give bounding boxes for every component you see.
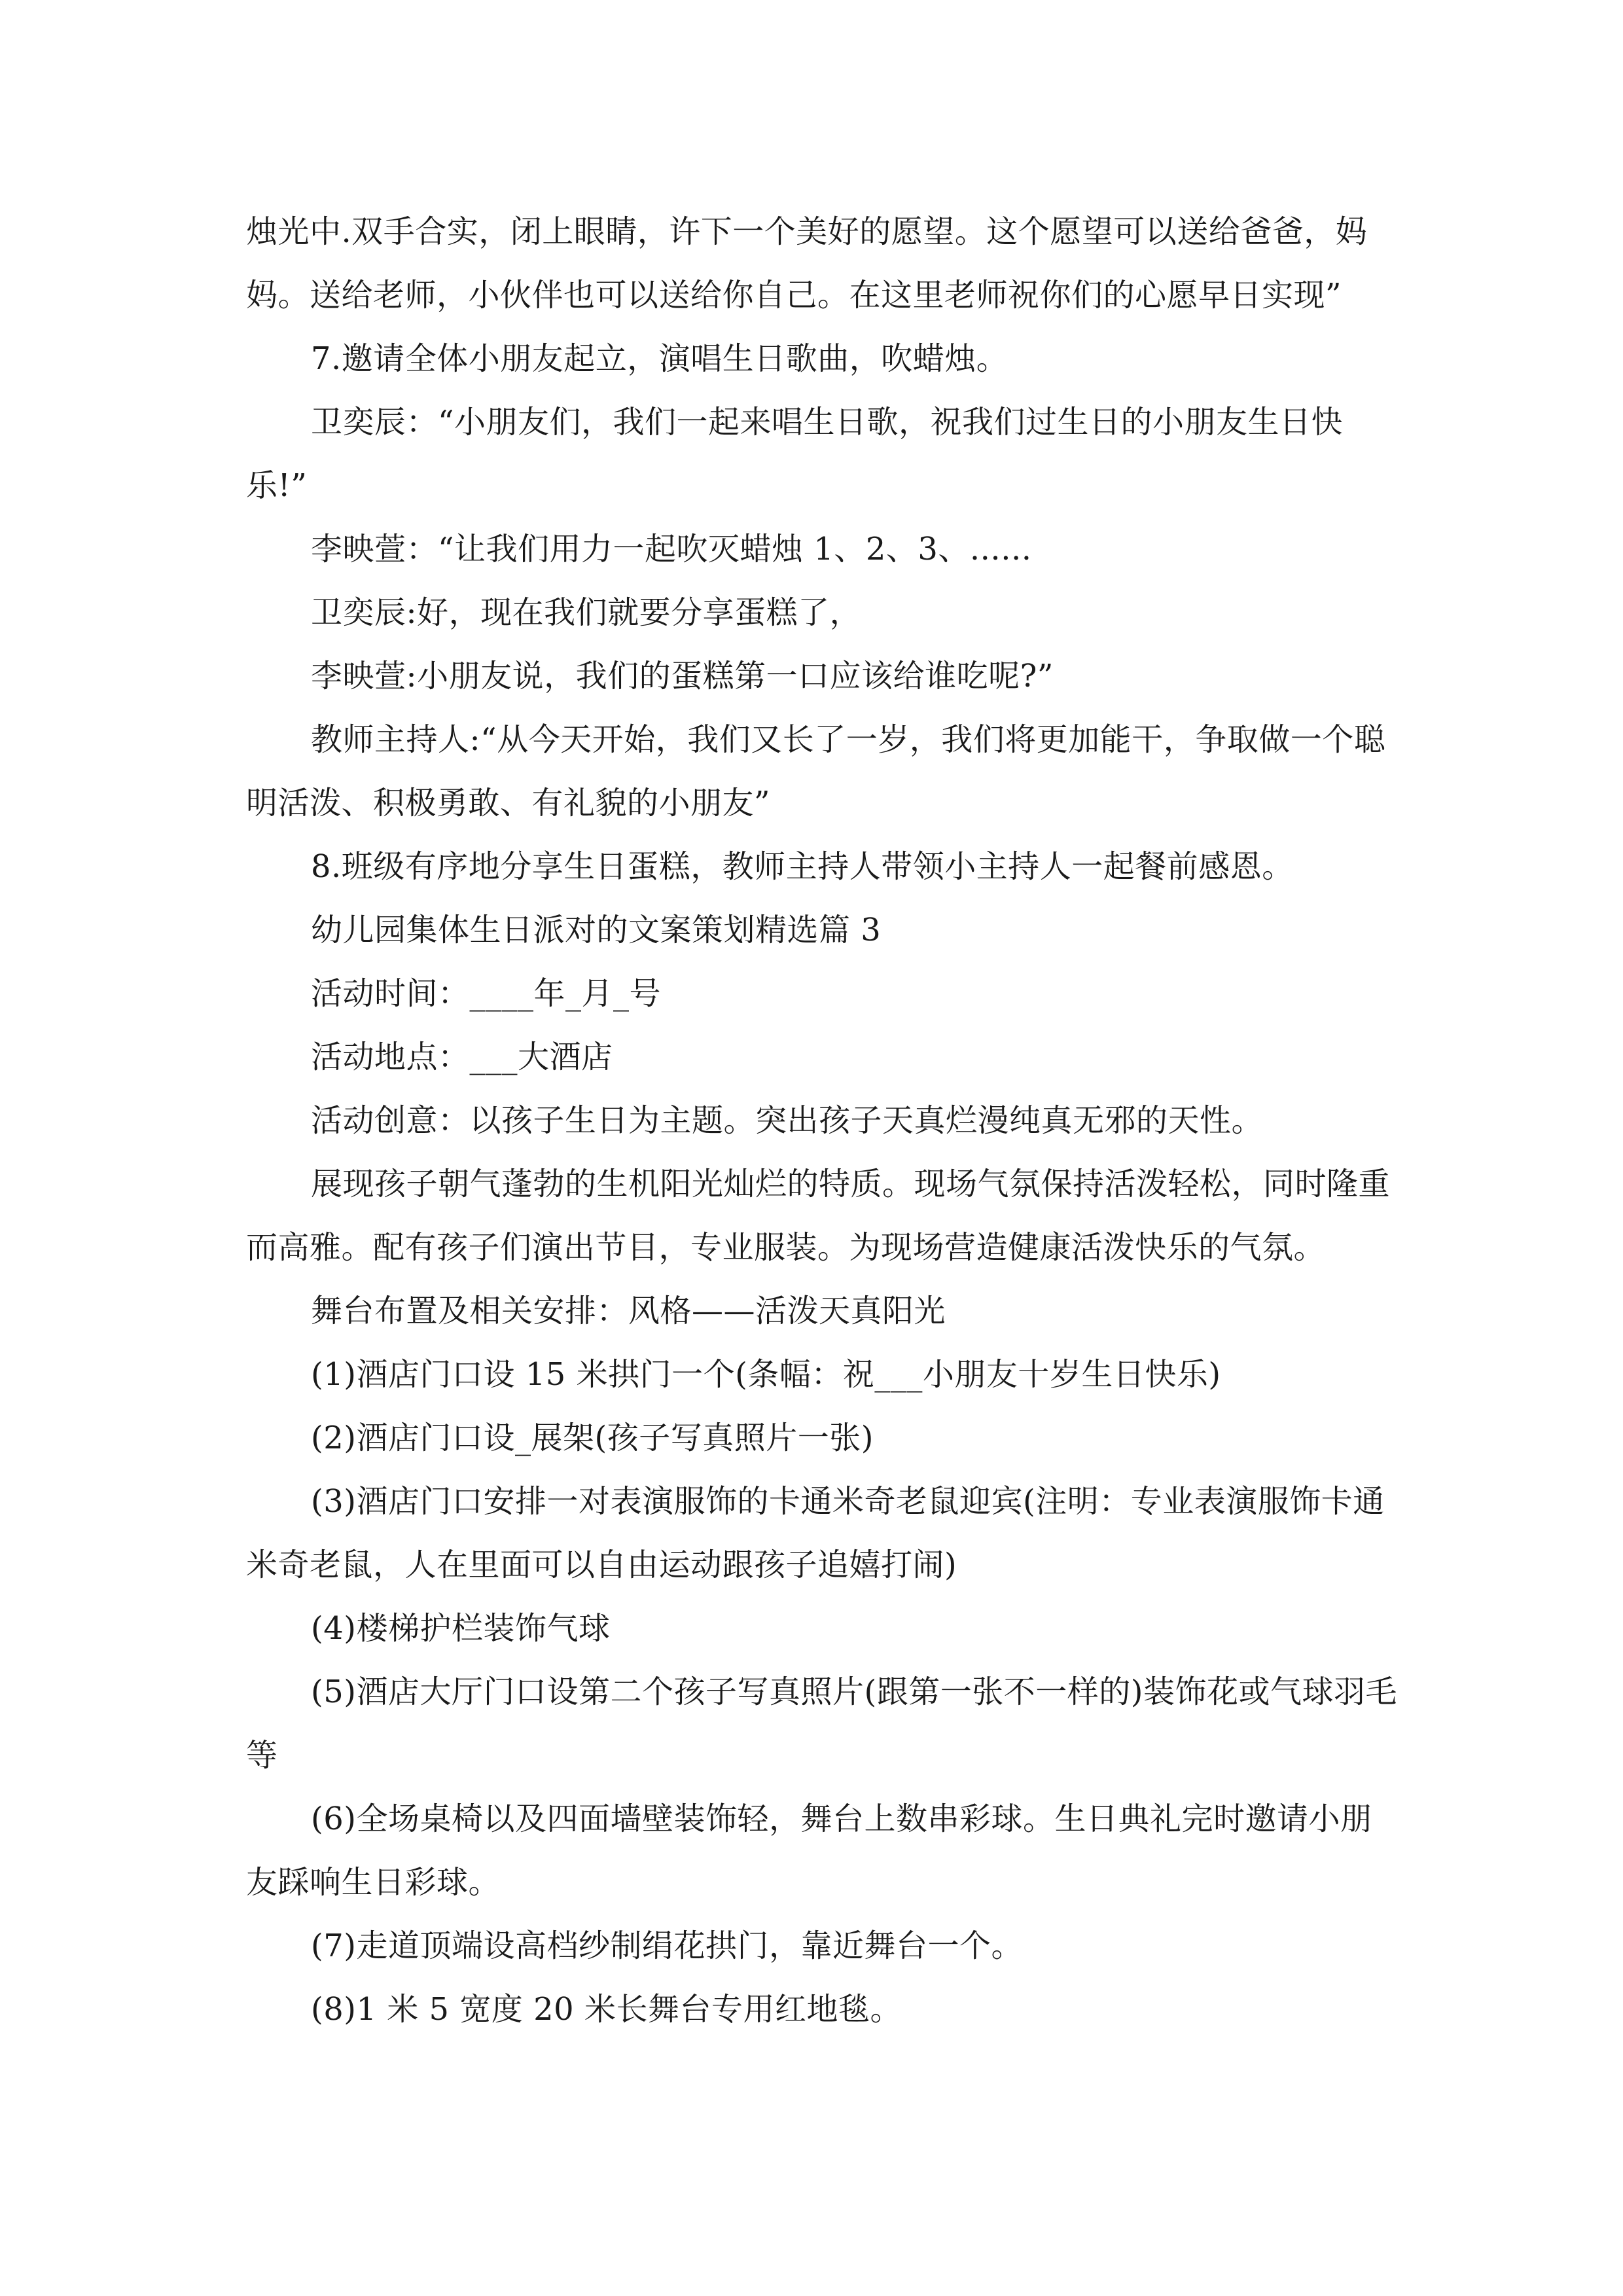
paragraph-7: 教师主持人:“从今天开始，我们又长了一岁，我们将更加能干，争取做一个聪明活泼、积极勇敢、有礼貌的小朋友” [246, 721, 1386, 821]
list-item: (8)1 米 5 宽度 20 米长舞台专用红地毯。 [311, 1991, 902, 2028]
stage-arrangement: 舞台布置及相关安排：风格——活泼天真阳光 [311, 1293, 946, 1329]
activity-time: 活动时间：____年_月_号 [311, 975, 662, 1012]
paragraph-3: 卫奕辰：“小朋友们，我们一起来唱生日歌，祝我们过生日的小朋友生日快乐!” [246, 404, 1344, 504]
document-body [246, 200, 1398, 2041]
list-item: (7)走道顶端设高档纱制绢花拱门，靠近舞台一个。 [311, 1928, 1023, 1964]
paragraph-5: 卫奕辰:好，现在我们就要分享蛋糕了， [311, 594, 862, 631]
paragraph-4: 李映萱：“让我们用力一起吹灭蜡烛 1、2、3、...... [311, 531, 1032, 567]
list-item: (5)酒店大厅门口设第二个孩子写真照片(跟第一张不一样的)装饰花或气球羽毛等 [246, 1674, 1397, 1774]
list-item: (6)全场桌椅以及四面墙壁装饰轻，舞台上数串彩球。生日典礼完时邀请小朋友踩响生日彩球。 [246, 1801, 1372, 1901]
paragraph-13: 展现孩子朝气蓬勃的生机阳光灿烂的特质。现场气氛保持活泼轻松，同时隆重而高雅。配有孩子们演出节目，专业服装。为现场营造健康活泼快乐的气氛。 [246, 1166, 1391, 1266]
activity-idea: 活动创意：以孩子生日为主题。突出孩子天真烂漫纯真无邪的天性。 [311, 1102, 1264, 1139]
paragraph-1: 烛光中.双手合实，闭上眼睛，许下一个美好的愿望。这个愿望可以送给爸爸，妈妈。送给老师，小伙伴也可以送给你自己。在这里老师祝你们的心愿早日实现” [246, 213, 1368, 314]
list-item: (1)酒店门口设 15 米拱门一个(条幅：祝___小朋友十岁生日快乐) [311, 1356, 1221, 1393]
list-item: (4)楼梯护栏装饰气球 [311, 1610, 611, 1647]
activity-location: 活动地点：___大酒店 [311, 1039, 613, 1075]
paragraph-2: 7.邀请全体小朋友起立，演唱生日歌曲，吹蜡烛。 [311, 340, 1008, 377]
section-heading: 幼儿园集体生日派对的文案策划精选篇 3 [311, 912, 882, 948]
list-item: (2)酒店门口设_展架(孩子写真照片一张) [311, 1420, 874, 1456]
paragraph-6: 李映萱:小朋友说，我们的蛋糕第一口应该给谁吃呢?” [311, 658, 1054, 694]
list-item: (3)酒店门口安排一对表演服饰的卡通米奇老鼠迎宾(注明：专业表演服饰卡通米奇老鼠，人在里面可以自由运动跟孩子追嬉打闹) [246, 1483, 1385, 1583]
paragraph-8: 8.班级有序地分享生日蛋糕，教师主持人带领小主持人一起餐前感恩。 [311, 848, 1294, 885]
